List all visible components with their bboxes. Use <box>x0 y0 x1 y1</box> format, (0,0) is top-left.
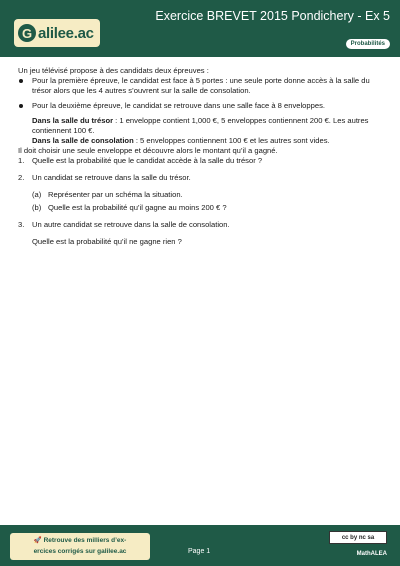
brand-label: MathALEA <box>356 551 387 557</box>
consolation-text: : 5 enveloppes contiennent 100 € et les autres sont vides. <box>133 136 330 145</box>
topic-badge: Probabilités <box>346 39 390 49</box>
galilee-logo-icon: G <box>18 24 36 42</box>
bullet-item <box>18 76 388 96</box>
logo-text: alilee.ac <box>38 24 94 42</box>
consolation-label: Dans la salle de consolation <box>32 136 134 145</box>
sub-question-label: (a) <box>32 190 42 199</box>
page-number: Page 1 <box>188 548 211 555</box>
sub-question-label: (b) <box>32 203 42 212</box>
question-text: Un autre candidat se retrouve dans la salle de consolation. <box>32 220 230 229</box>
consolation-description <box>18 136 388 146</box>
promo-link[interactable] <box>10 533 150 560</box>
license-badge[interactable]: cc by nc sa <box>329 531 387 544</box>
sub-question-item <box>18 203 388 213</box>
galilee-logo[interactable] <box>14 19 100 47</box>
promo-line: ercices corrigés sur galilee.ac <box>33 548 127 555</box>
question-text: Quelle est la probabilité que le candidat accède à la salle du trésor ? <box>32 156 263 165</box>
question-text: Un candidat se retrouve dans la salle du trésor. <box>32 173 191 182</box>
exercise-title: Exercice BREVET 2015 Pondichery - Ex 5 <box>155 9 390 23</box>
question-item <box>18 173 388 183</box>
bullet-text: Pour la première épreuve, le candidat est face à 5 portes : une seule porte donne accès à la salle du trésor alors que les 4 autres s’ouvrent sur la salle de consolation. <box>32 76 370 95</box>
promo-line: 🚀 Retrouve des milliers d’ex- <box>33 537 127 544</box>
intro-text: Un jeu télévisé propose à des candidats deux épreuves : <box>18 66 209 75</box>
question-continuation: Quelle est la probabilité qu’il ne gagne rien ? <box>32 237 182 246</box>
tresor-label: Dans la salle du trésor <box>32 116 114 125</box>
tresor-text: : 1 enveloppe contient 1,000 €, 5 enveloppes contiennent 200 €. Les autres contiennent 100 €. <box>32 116 369 135</box>
exercise-content <box>18 66 388 247</box>
page-footer <box>0 525 400 566</box>
bullet-item <box>18 101 388 111</box>
bullet-icon <box>19 104 23 108</box>
tresor-description <box>18 116 388 136</box>
question-number: 1. <box>18 156 25 165</box>
bullet-text: Pour la deuxième épreuve, le candidat se retrouve dans une salle face à 8 enveloppes. <box>32 101 325 110</box>
sub-question-text: Représenter par un schéma la situation. <box>48 190 183 199</box>
question-number: 2. <box>18 173 25 182</box>
sub-question-text: Quelle est la probabilité qu’il gagne au moins 200 € ? <box>48 203 227 212</box>
page-header <box>0 0 400 57</box>
bullet-icon <box>19 79 23 83</box>
question-number: 3. <box>18 220 25 229</box>
closing-text: Il doit choisir une seule enveloppe et découvre alors le montant qu’il a gagné. <box>18 146 278 155</box>
question-item <box>18 156 388 166</box>
question-item <box>18 220 388 230</box>
sub-question-item <box>18 190 388 200</box>
